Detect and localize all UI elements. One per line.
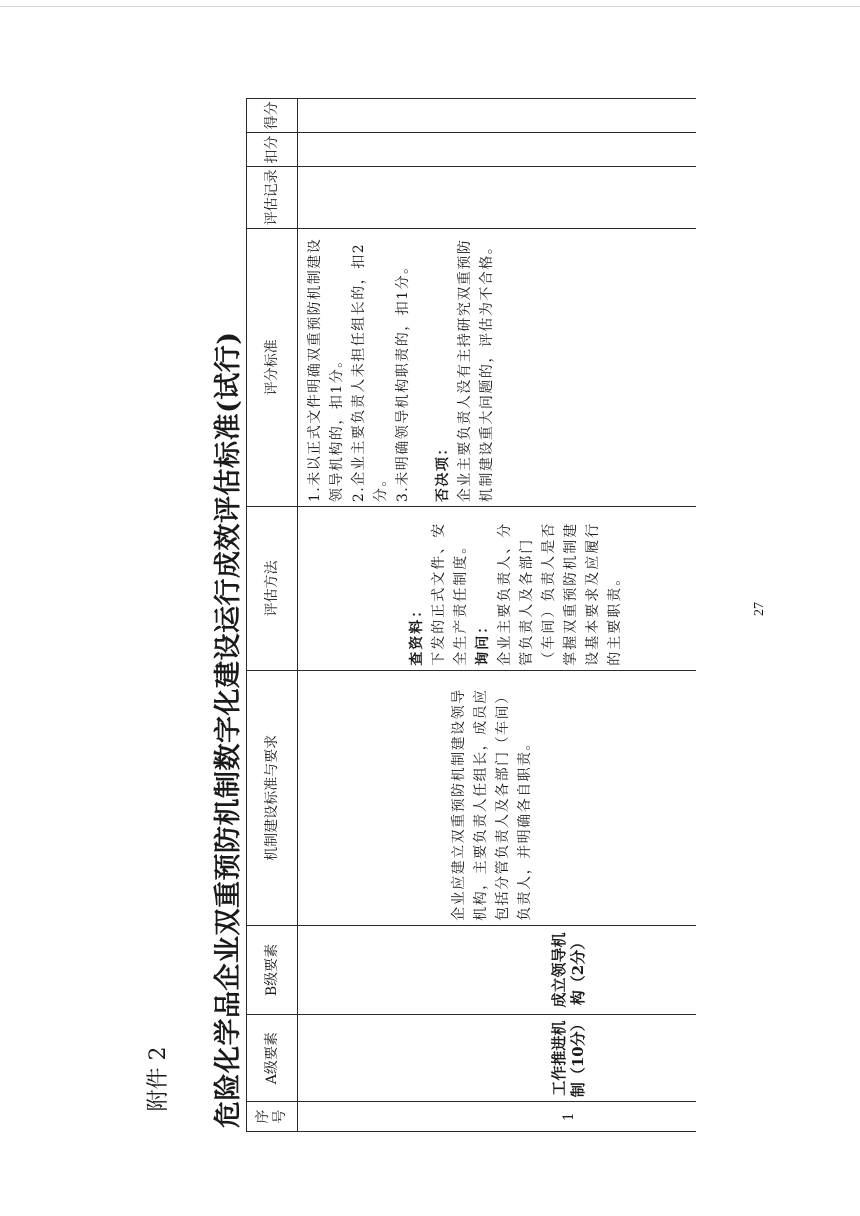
row-record: [298, 167, 697, 229]
top-rule: [0, 6, 860, 7]
document-title: 危险化学品企业双重预防机制数字化建设运行成效评估标准(试行): [213, 331, 244, 1128]
assessment-table: [246, 98, 696, 1132]
row-score: [298, 99, 697, 133]
row-method: [298, 507, 697, 671]
header-a-level: A级要素: [247, 1015, 298, 1102]
header-num: 序号: [247, 1102, 298, 1132]
table-row: [298, 99, 697, 1132]
header-deduct: 扣分: [247, 133, 298, 167]
method-ask-text: 企业主要负责人、分管负责人及各部门（车间）负责人是否掌握双重预防机制建设基本要求及应履行的主要职责。: [497, 521, 623, 666]
header-row: [247, 99, 298, 1132]
criteria-item-3: 3.未明确领导机构职责的，扣1分。: [395, 258, 411, 503]
header-score: 得分: [247, 99, 298, 133]
method-ask-label: 询问：: [475, 617, 491, 666]
row-criteria: [298, 228, 697, 506]
veto-text: 企业主要负责人没有主持研究双重预防机制建设重大问题的，评估为不合格。: [457, 238, 495, 503]
header-record: 评估记录: [247, 167, 298, 229]
header-b-level: B级要素: [247, 925, 298, 1014]
row-deduct: [298, 133, 697, 167]
landscape-layout: [212, 92, 696, 1134]
row-b-level: 成立领导机构（2分）: [298, 925, 697, 1014]
row-num: 1: [298, 1102, 697, 1132]
veto-label: 否决项：: [435, 440, 451, 503]
row-standard: 企业应建立双重预防机制建设领导机构，主要负责人任组长，成员应包括分管负责人及各部门（车间）负责人，并明确各自职责。: [298, 670, 697, 925]
criteria-item-2: 2.企业主要负责人未担任组长的，扣2分。: [351, 242, 389, 503]
attachment-label: 附件 2: [146, 1046, 171, 1112]
header-method: 评估方法: [247, 507, 298, 671]
page-number: 27: [752, 602, 767, 616]
header-standard: 机制建设标准与要求: [247, 670, 298, 925]
method-check-text: 下发的正式文件、安全生产责任制度。: [431, 521, 469, 666]
criteria-item-1: 1.未以正式文件明确双重预防机制建设领导机构的，扣1分。: [307, 237, 345, 503]
rotated-page-content: [212, 92, 696, 1134]
method-check-label: 查资料：: [409, 601, 425, 666]
header-criteria: 评分标准: [247, 228, 298, 506]
row-a-level: 工作推进机制（10分）: [298, 1015, 697, 1102]
